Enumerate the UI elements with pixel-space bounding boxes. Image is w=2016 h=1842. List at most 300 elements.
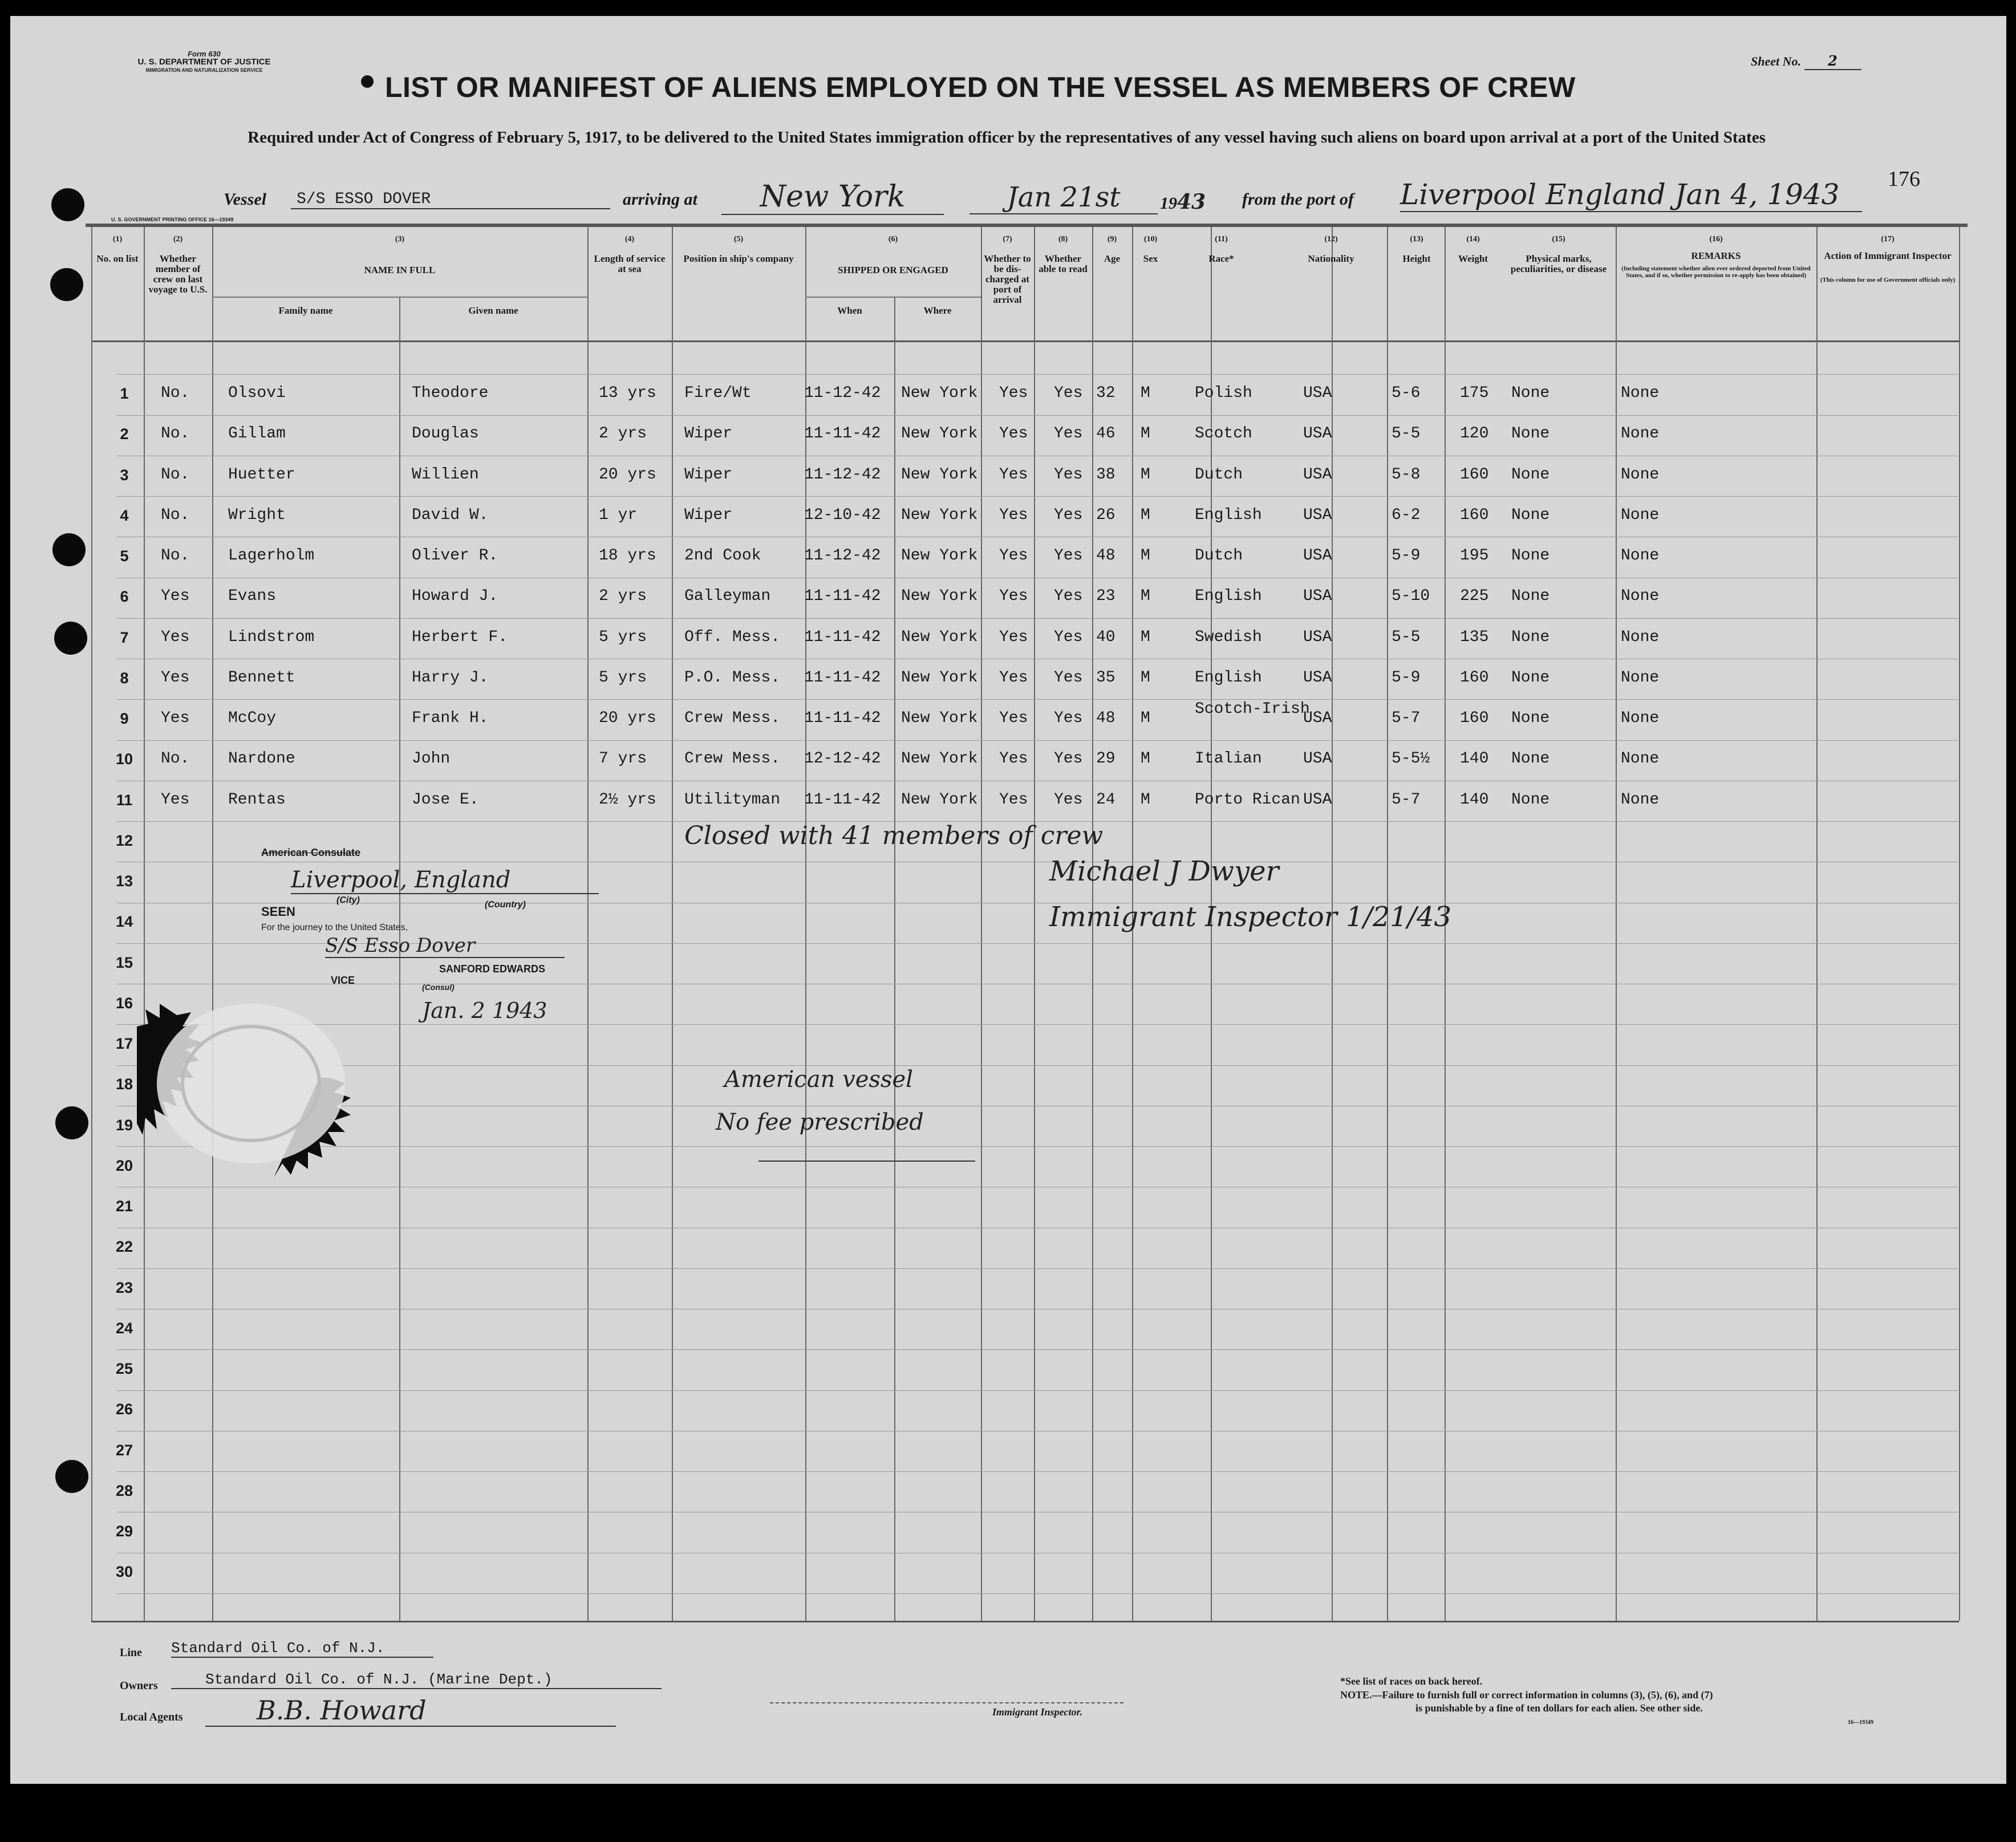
cell-service: 5 yrs [599,628,647,646]
cell-age: 48 [1096,709,1116,727]
column-divider [1959,227,1960,1621]
cell-family: Evans [228,587,277,605]
cell-weight: 175 [1460,384,1489,402]
column-number: (8) [1058,235,1068,244]
cell-sex: M [1141,466,1150,484]
cell-position: P.O. Mess. [684,669,781,687]
column-header: Action of Immigrant Inspector [1824,250,1952,261]
cell-where: New York [901,628,978,646]
cell-position: Galleyman [684,587,771,605]
row-number: 5 [120,547,129,565]
cell-family: McCoy [228,709,277,727]
cell-race: Scotch-Irish [1195,700,1310,718]
arrival-year: 43 [1177,190,1206,214]
cell-height: 5-5½ [1392,750,1430,768]
row-number: 12 [115,832,133,849]
year-block [1160,190,1206,214]
column-number: (9) [1107,235,1117,244]
races-note: *See list of races on back hereof. [1340,1675,1483,1687]
journey-text: For the journey to the United States, [261,923,408,932]
cell-race: Swedish [1195,628,1262,646]
row-number: 18 [115,1076,133,1093]
column-divider [144,227,145,1621]
vessel-owners: Standard Oil Co. of N.J. (Marine Dept.) [171,1671,662,1689]
column-header: Age [1104,253,1121,264]
cell-when: 11-11-42 [804,791,881,809]
cell-height: 5-9 [1392,547,1421,565]
row-number: 27 [115,1442,133,1459]
cell-remarks: None [1621,547,1660,565]
cell-nationality: USA [1303,791,1332,809]
inspector-signature: Michael J Dwyer [1049,855,1279,887]
sheet-label: Sheet No. [1751,54,1801,68]
column-number: (14) [1466,235,1480,244]
cell-last-voyage: No. [161,506,190,524]
cell-position: Wiper [684,466,733,484]
cell-discharged: Yes [999,466,1028,484]
cell-service: 13 yrs [599,384,656,402]
cell-position: Utilityman [684,791,781,809]
arriving-label: arriving at [623,190,697,209]
cell-where: New York [901,506,978,524]
page-number: 176 [1888,167,1920,191]
column-header: Physical marks, peculiarities, or disease [1510,253,1607,274]
column-header: Sex [1143,253,1158,264]
cell-where: New York [901,791,978,809]
printer-line: U. S. GOVERNMENT PRINTING OFFICE 16—19349 [111,217,234,222]
cell-marks: None [1511,506,1550,524]
cell-given: Willien [412,466,479,484]
cell-position: Wiper [684,506,733,524]
row-number: 21 [115,1198,133,1215]
cell-when: 11-11-42 [804,669,881,687]
cell-sex: M [1141,587,1150,605]
cell-remarks: None [1621,750,1660,768]
cell-weight: 120 [1460,425,1489,443]
cell-age: 32 [1096,384,1116,402]
cell-marks: None [1511,750,1550,768]
cell-marks: None [1511,384,1550,402]
cell-position: Crew Mess. [684,709,781,727]
cell-weight: 160 [1460,466,1489,484]
cell-discharged: Yes [999,587,1028,605]
agents-label: Local Agents [120,1711,183,1723]
row-line [117,374,1958,375]
form-code: 16—19349 [1848,1719,1873,1726]
sheet-number-block [1751,52,1861,70]
vessel-label: Vessel [224,190,266,209]
row-number: 3 [120,466,129,484]
cell-sex: M [1141,425,1150,443]
cell-age: 48 [1096,547,1116,565]
cell-age: 46 [1096,425,1116,443]
row-number: 28 [115,1482,133,1499]
cell-weight: 140 [1460,791,1489,809]
cell-where: New York [901,750,978,768]
punch-hole [55,1460,88,1493]
cell-sex: M [1141,750,1150,768]
vice-label: VICE [331,975,355,986]
cell-given: Howard J. [412,587,498,605]
cell-marks: None [1511,669,1550,687]
cell-read: Yes [1054,384,1083,402]
cell-nationality: USA [1303,669,1332,687]
cell-height: 5-6 [1392,384,1421,402]
cell-where: New York [901,669,978,687]
column-number: (6) [888,235,898,244]
cell-nationality: USA [1303,384,1332,402]
column-number: (16) [1709,235,1723,244]
cell-height: 5-5 [1392,425,1421,443]
row-number: 6 [120,588,129,605]
cell-discharged: Yes [999,384,1028,402]
penalty-note-cont: is punishable by a fine of ten dollars for each alien. See other side. [1415,1702,1703,1714]
cell-discharged: Yes [999,791,1028,809]
owners-label: Owners [120,1679,158,1692]
cell-nationality: USA [1303,587,1332,605]
column-divider [981,227,982,1621]
column-header: Whether to be dis-charged at port of arrival [984,253,1031,305]
row-number: 25 [115,1360,133,1377]
cell-remarks: None [1621,425,1660,443]
vessel-name: S/S ESSO DOVER [291,190,610,209]
column-divider [1034,227,1035,1621]
cell-where: New York [901,587,978,605]
punch-hole [52,533,86,566]
cell-marks: None [1511,466,1550,484]
country-label: (Country) [485,900,526,910]
cell-remarks: None [1621,709,1660,727]
cell-marks: None [1511,587,1550,605]
arrival-date: Jan 21st [970,181,1158,214]
row-number: 2 [120,425,129,443]
cell-nationality: USA [1303,547,1332,565]
punch-hole [55,1106,88,1139]
cell-age: 24 [1096,791,1116,809]
row-number: 13 [115,873,133,890]
row-number: 16 [115,995,133,1012]
cell-service: 20 yrs [599,709,656,727]
cell-age: 38 [1096,466,1116,484]
cell-given: John [412,750,451,768]
row-number: 26 [115,1401,133,1418]
cell-when: 11-12-42 [804,466,881,484]
shipping-line: Standard Oil Co. of N.J. [171,1640,433,1658]
column-divider [91,227,92,1621]
consul-label: (Consul) [422,983,455,992]
cell-service: 18 yrs [599,547,656,565]
row-number: 29 [115,1523,133,1540]
row-number: 7 [120,629,129,646]
cell-height: 5-7 [1392,709,1421,727]
penalty-note: NOTE.—Failure to furnish full or correct information in columns (3), (5), (6), and (7) [1340,1689,1713,1701]
cell-read: Yes [1054,425,1083,443]
department-name: U. S. DEPARTMENT OF JUSTICE [137,57,271,67]
cell-nationality: USA [1303,506,1332,524]
row-line [117,1390,1958,1391]
cell-weight: 195 [1460,547,1489,565]
cell-marks: None [1511,709,1550,727]
cell-where: New York [901,547,978,565]
cell-sex: M [1141,709,1150,727]
cell-when: 11-11-42 [804,709,881,727]
cell-given: Herbert F. [412,628,508,646]
row-number: 4 [120,507,129,524]
cell-race: Dutch [1195,466,1243,484]
cell-nationality: USA [1303,466,1332,484]
row-number: 15 [115,954,133,971]
row-number: 14 [115,913,133,930]
cell-sex: M [1141,669,1150,687]
column-number: (11) [1215,235,1228,244]
cell-where: New York [901,466,978,484]
cell-last-voyage: No. [161,547,190,565]
column-number: (12) [1324,235,1338,244]
cell-race: English [1195,506,1262,524]
note-underline [758,1161,975,1162]
cell-where: New York [901,425,978,443]
cell-race: Italian [1195,750,1262,768]
punch-hole [54,622,87,655]
cell-marks: None [1511,628,1550,646]
row-line [117,618,1958,619]
row-number: 17 [115,1035,133,1052]
cell-sex: M [1141,547,1150,565]
cell-age: 26 [1096,506,1116,524]
sheet-number: 2 [1804,52,1861,70]
cell-family: Wright [228,506,286,524]
cell-height: 5-5 [1392,628,1421,646]
cell-family: Lagerholm [228,547,315,565]
column-number: (7) [1003,235,1012,244]
cell-height: 5-7 [1392,791,1421,809]
cell-service: 2 yrs [599,425,647,443]
cell-race: Polish [1195,384,1252,402]
cell-given: Oliver R. [412,547,498,565]
cell-family: Huetter [228,466,295,484]
column-header: No. on list [96,253,139,264]
cell-marks: None [1511,425,1550,443]
header-rule [86,224,1968,227]
cell-marks: None [1511,547,1550,565]
inspector-title: Immigrant Inspector 1/21/43 [1049,901,1452,933]
cell-sex: M [1141,506,1150,524]
cell-last-voyage: Yes [161,709,190,727]
column-header: Position in ship's company [683,253,794,264]
consular-seal-icon [137,992,388,1198]
row-number: 24 [115,1320,133,1337]
cell-age: 29 [1096,750,1116,768]
stamp-vessel: S/S Esso Dover [325,934,565,958]
column-header: Race* [1208,253,1234,264]
row-number: 9 [120,710,129,727]
cell-family: Nardone [228,750,295,768]
column-number: (4) [624,235,635,244]
cell-read: Yes [1054,750,1083,768]
row-number: 1 [120,385,129,402]
cell-race: Porto Rican [1195,791,1300,809]
column-header: Whether able to read [1039,253,1088,274]
column-number: (1) [112,235,123,244]
cell-discharged: Yes [999,750,1028,768]
column-header: Weight [1458,253,1488,264]
cell-service: 2½ yrs [599,791,656,809]
column-divider [1616,227,1617,1621]
cell-nationality: USA [1303,628,1332,646]
no-fee-note: No fee prescribed [716,1109,924,1135]
row-line [117,1146,1958,1147]
cell-given: Theodore [412,384,489,402]
cell-race: Dutch [1195,547,1243,565]
column-divider [1816,227,1818,1621]
cell-remarks: None [1621,466,1660,484]
cell-service: 5 yrs [599,669,647,687]
cell-sex: M [1141,791,1150,809]
cell-where: New York [901,384,978,402]
cell-sex: M [1141,628,1150,646]
row-number: 22 [115,1238,133,1255]
cell-read: Yes [1054,547,1083,565]
cell-remarks: None [1621,628,1660,646]
column-header: NAME IN FULL [364,265,436,275]
cell-family: Lindstrom [228,628,315,646]
cell-family: Rentas [228,791,286,809]
cell-last-voyage: No. [161,466,190,484]
column-subheader: Family name [278,305,333,316]
cell-remarks: None [1621,791,1660,809]
department-block [113,50,295,74]
column-number: (10) [1143,235,1158,244]
cell-when: 11-11-42 [804,587,881,605]
header-divider [91,340,1959,342]
column-header: Whether member of crew on last voyage to U.S. [148,253,208,295]
inspector-caption: Immigrant Inspector. [992,1706,1083,1718]
column-number: (17) [1881,235,1895,244]
stamp-date: Jan. 2 1943 [422,998,547,1023]
cell-marks: None [1511,791,1550,809]
cell-family: Bennett [228,669,295,687]
page-subtitle: Required under Act of Congress of February 5, 1917, to be delivered to the United States immigration officer by the representatives of any vessel having such aliens on board upon arrival at a port of the United States [248,128,1766,147]
form-number: Form 630 [188,50,221,58]
cell-position: Wiper [684,425,733,443]
column-number: (3) [395,235,405,244]
cell-when: 11-12-42 [804,547,881,565]
cell-weight: 160 [1460,709,1489,727]
closing-note: Closed with 41 members of crew [684,821,1104,850]
cell-read: Yes [1054,709,1083,727]
cell-given: Harry J. [412,669,489,687]
bullet-icon [361,75,374,88]
consulate-city: Liverpool, England [291,867,599,894]
cell-last-voyage: No. [161,425,190,443]
cell-weight: 225 [1460,587,1489,605]
cell-nationality: USA [1303,709,1332,727]
cell-read: Yes [1054,587,1083,605]
local-agent: B.B. Howard [205,1695,616,1727]
cell-weight: 140 [1460,750,1489,768]
cell-discharged: Yes [999,709,1028,727]
row-line [117,699,1958,700]
column-note: (This column for use of Government officials only) [1820,277,1956,283]
cell-remarks: None [1621,669,1660,687]
cell-position: Off. Mess. [684,628,781,646]
cell-race: English [1195,587,1262,605]
consul-name: SANFORD EDWARDS [439,963,546,975]
cell-age: 40 [1096,628,1116,646]
cell-age: 35 [1096,669,1116,687]
row-number: 11 [116,792,133,809]
cell-remarks: None [1621,587,1660,605]
cell-last-voyage: Yes [161,587,190,605]
cell-height: 5-8 [1392,466,1421,484]
cell-remarks: None [1621,384,1660,402]
column-subheader: When [837,305,862,316]
cell-remarks: None [1621,506,1660,524]
row-line [117,1268,1958,1269]
column-header: Nationality [1308,253,1354,264]
cell-discharged: Yes [999,425,1028,443]
cell-when: 11-12-42 [804,384,881,402]
column-header: Length of service at sea [594,253,666,274]
departure-port: Liverpool England Jan 4, 1943 [1400,178,1862,212]
row-line [117,496,1958,497]
column-header: SHIPPED OR ENGAGED [838,265,948,275]
row-line [117,415,1958,416]
column-divider [894,297,895,1621]
cell-position: Crew Mess. [684,750,781,768]
cell-discharged: Yes [999,628,1028,646]
cell-discharged: Yes [999,506,1028,524]
column-header: Height [1402,253,1431,264]
column-subheader: Given name [468,305,518,316]
cell-height: 5-10 [1392,587,1430,605]
cell-height: 5-9 [1392,669,1421,687]
column-number: (15) [1552,235,1565,244]
arrival-port: New York [721,180,944,215]
cell-weight: 160 [1460,669,1489,687]
cell-discharged: Yes [999,669,1028,687]
shipped-subheader-rule [805,297,981,298]
cell-when: 11-11-42 [804,628,881,646]
cell-last-voyage: Yes [161,669,190,687]
cell-service: 7 yrs [599,750,647,768]
row-number: 10 [115,750,133,768]
cell-given: Frank H. [412,709,489,727]
cell-last-voyage: No. [161,384,190,402]
column-note: (Including statement whether alien ever ordered deported from United States, and if so, whether permission to re-apply has been obtained) [1621,265,1811,279]
row-line [117,1593,1958,1594]
column-number: (2) [173,235,183,244]
cell-when: 12-12-42 [804,750,881,768]
row-number: 19 [115,1117,133,1134]
column-divider [672,227,673,1621]
row-line [117,740,1958,741]
cell-given: David W. [412,506,489,524]
cell-sex: M [1141,384,1150,402]
column-header: REMARKS [1691,250,1741,261]
row-line [117,1349,1958,1350]
row-number: 30 [115,1563,133,1580]
cell-read: Yes [1054,466,1083,484]
cell-last-voyage: Yes [161,628,190,646]
page-title: LIST OR MANIFEST OF ALIENS EMPLOYED ON THE VESSEL AS MEMBERS OF CREW [385,71,1576,103]
cell-given: Douglas [412,425,479,443]
from-port-label: from the port of [1242,190,1354,209]
line-label: Line [120,1646,142,1659]
seen-stamp: SEEN [261,904,295,919]
cell-last-voyage: Yes [161,791,190,809]
consulate-name: American Consulate [261,847,361,858]
